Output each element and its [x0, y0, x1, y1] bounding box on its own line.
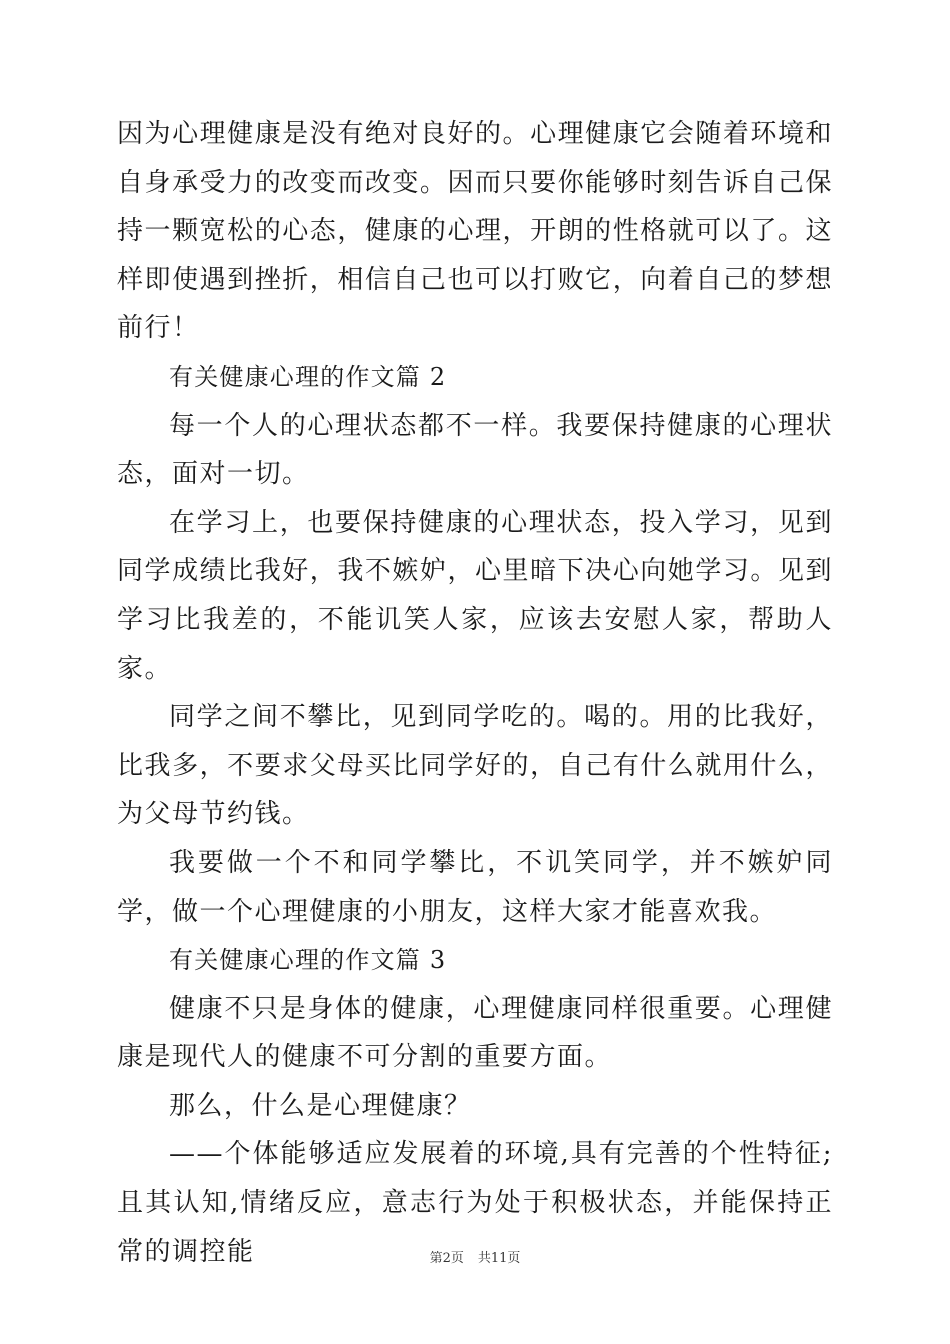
section-heading-2: 有关健康心理的作文篇 2	[169, 362, 447, 391]
document-body	[117, 110, 833, 1276]
paragraph: 健康不只是身体的健康，心理健康同样很重要。心理健康是现代人的健康不可分割的重要方面。	[117, 993, 833, 1073]
section-heading-3: 有关健康心理的作文篇 3	[169, 946, 447, 975]
page-number: 第2页	[429, 1251, 464, 1266]
paragraph-continuation: 因为心理健康是没有绝对良好的。心理健康它会随着环境和自身承受力的改变而改变。因而只要你能够时刻告诉自己保持一颗宽松的心态，健康的心理，开朗的性格就可以了。这样即使遇到挫折，相信自己也可以打败它，向着自己的梦想前行！	[117, 119, 833, 344]
paragraph: 我要做一个不和同学攀比，不讥笑同学，并不嫉妒同学，做一个心理健康的小朋友，这样大家才能喜欢我。	[117, 847, 833, 927]
paragraph: ——个体能够适应发展着的环境,具有完善的个性特征;且其认知,情绪反应，意志行为处于积极状态，并能保持正常的调控能	[117, 1139, 833, 1267]
paragraph: 那么，什么是心理健康？	[169, 1090, 472, 1121]
paragraph: 在学习上，也要保持健康的心理状态，投入学习，见到同学成绩比我好，我不嫉妒，心里暗下决心向她学习。见到学习比我差的，不能讥笑人家，应该去安慰人家，帮助人家。	[117, 507, 833, 684]
page-footer	[0, 1247, 950, 1266]
paragraph: 每一个人的心理状态都不一样。我要保持健康的心理状态，面对一切。	[117, 410, 833, 490]
page-total: 共11页	[477, 1251, 521, 1266]
paragraph: 同学之间不攀比，见到同学吃的。喝的。用的比我好，比我多，不要求父母买比同学好的，自己有什么就用什么，为父母节约钱。	[117, 702, 833, 830]
